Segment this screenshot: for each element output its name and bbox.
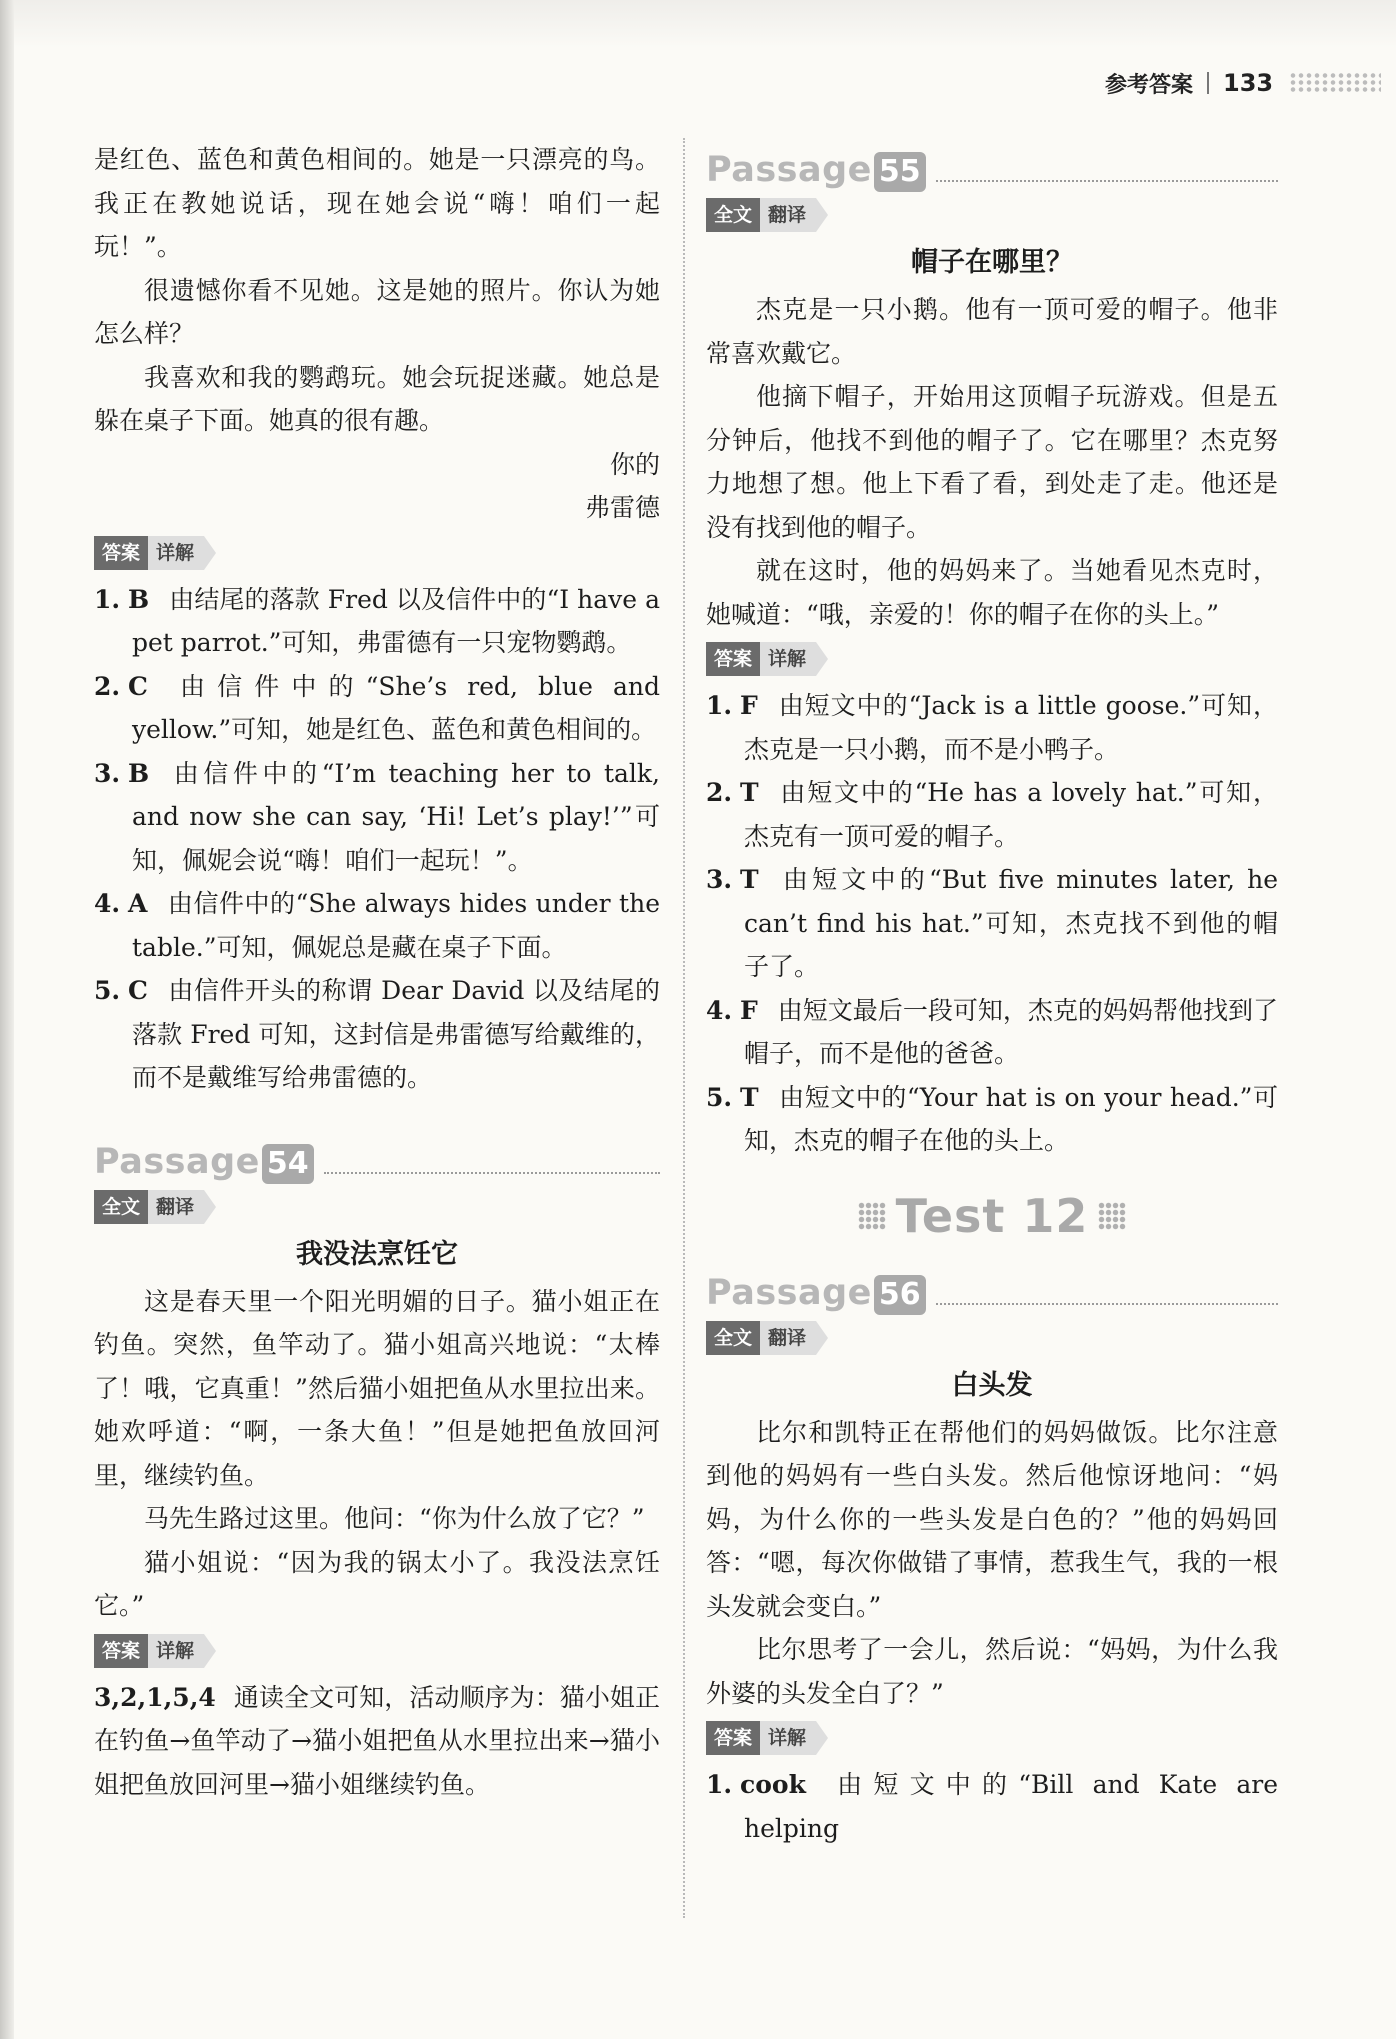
answer-text: 由信件中的“I’m teaching her to talk, and now she can say, ‘Hi! Let’s play!’”可知，佩妮会说“嗨！咱们一起玩！”。 xyxy=(132,758,660,875)
test-heading xyxy=(706,1179,1278,1253)
answer-text: 由短文最后一段可知，杰克的妈妈帮他找到了帽子，而不是他的爸爸。 xyxy=(744,995,1278,1068)
passage-dotted-rule xyxy=(936,180,1278,182)
answer-key: T xyxy=(740,1082,759,1112)
letter-closing: 你的 xyxy=(609,449,660,479)
tag-part1: 答案 xyxy=(94,1634,148,1668)
answer-key: C xyxy=(128,976,148,1005)
answer-key: T xyxy=(740,778,759,807)
page-number: 133 xyxy=(1223,69,1274,97)
answer-number: 3. xyxy=(94,758,121,788)
answer-item xyxy=(706,1076,1278,1163)
answer-text: 由信件中的“She’s red, blue and yellow.”可知，她是红色、蓝色和黄色相间的。 xyxy=(132,671,660,744)
answer-text: 由信件中的“She always hides under the table.”可知，佩妮总是藏在桌子下面。 xyxy=(132,889,660,962)
letter-paragraph: 是红色、蓝色和黄色相间的。她是一只漂亮的鸟。我正在教她说话，现在她会说“嗨！咱们一起玩！”。 xyxy=(94,145,660,261)
answer-number: 3. xyxy=(706,865,733,894)
answer-text: 由信件开头的称谓 Dear David 以及结尾的落款 Fred 可知，这封信是弗雷德写给戴维的，而不是戴维写给弗雷德的。 xyxy=(132,976,660,1092)
answer-item xyxy=(94,882,660,969)
answer-text: 由短文中的“Your hat is on your head.”可知，杰克的帽子在他的头上。 xyxy=(744,1082,1278,1155)
tag-arrow-icon xyxy=(816,642,828,676)
answer-item xyxy=(94,578,660,665)
answer-item xyxy=(706,771,1278,858)
header-title: 参考答案 xyxy=(1105,72,1194,98)
tag-part2: 翻译 xyxy=(760,1321,816,1355)
passage-paragraph: 杰克是一只小鹅。他有一顶可爱的帽子。他非常喜欢戴它。 xyxy=(706,295,1278,368)
passage-title: 帽子在哪里？ xyxy=(911,247,1073,278)
passage-paragraph: 就在这时，他的妈妈来了。当她看见杰克时，她喊道：“哦，亲爱的！你的帽子在你的头上。” xyxy=(706,556,1278,629)
tag-part2: 翻译 xyxy=(148,1190,204,1224)
answer-key: T xyxy=(740,865,759,894)
answer-key: cook xyxy=(740,1770,806,1799)
answer-text: 由短文中的“But five minutes later, he can’t find his hat.”可知，杰克找不到他的帽子了。 xyxy=(744,865,1278,981)
answer-key: B xyxy=(128,584,150,614)
passage-55-heading xyxy=(706,134,1278,192)
passage-paragraph: 比尔和凯特正在帮他们的妈妈做饭。比尔注意到他的妈妈有一些白头发。然后他惊讶地问：“妈妈，为什么你的一些头发是白色的？”他的妈妈回答：“嗯，每次你做错了事情，惹我生气，我的一根头发就会变白。” xyxy=(706,1417,1278,1621)
answer-item xyxy=(94,1676,660,1807)
answer-explanation-tag xyxy=(94,1634,660,1668)
book-spine-shadow xyxy=(0,0,14,2039)
tag-part2: 详解 xyxy=(148,1634,204,1668)
passage-paragraph: 这是春天里一个阳光明媚的日子。猫小姐正在钓鱼。突然，鱼竿动了。猫小姐高兴地说：“太棒了！哦，它真重！”然后猫小姐把鱼从水里拉出来。她欢呼道：“啊，一条大鱼！”但是她把鱼放回河里，继续钓鱼。 xyxy=(94,1286,660,1490)
answer-key: B xyxy=(128,758,150,788)
tag-part1: 答案 xyxy=(94,536,148,570)
tag-arrow-icon xyxy=(816,1721,828,1755)
answer-number: 2. xyxy=(94,671,121,701)
translation-tag xyxy=(706,1321,1278,1355)
passage-label: Passage xyxy=(94,1141,260,1182)
answer-number: 4. xyxy=(706,995,733,1025)
translation-tag xyxy=(706,198,1278,232)
passage-paragraph: 猫小姐说：“因为我的锅太小了。我没法烹饪它。” xyxy=(94,1547,660,1620)
answer-item xyxy=(706,684,1278,771)
left-column xyxy=(94,138,660,1806)
tag-arrow-icon xyxy=(204,536,216,570)
answer-number: 1. xyxy=(706,1770,733,1799)
passage-title: 白头发 xyxy=(951,1369,1033,1401)
answer-key: F xyxy=(740,691,758,720)
passage-paragraph: 他摘下帽子，开始用这顶帽子玩游戏。但是五分钟后，他找不到他的帽子了。它在哪里？杰克努力地想了想。他上下看了看，到处走了走。他还是没有找到他的帽子。 xyxy=(706,382,1278,542)
tag-part1: 答案 xyxy=(706,1721,760,1755)
answer-text: 由短文中的“Bill and Kate are helping xyxy=(744,1770,1278,1843)
passage-54-heading xyxy=(94,1126,660,1184)
passage-title: 我没法烹饪它 xyxy=(296,1238,458,1270)
test-dots-right-decoration xyxy=(1098,1202,1126,1230)
passage-label: Passage xyxy=(706,1272,872,1313)
answer-item xyxy=(706,1763,1278,1850)
test-dots-left-decoration xyxy=(858,1202,886,1230)
answer-key: C xyxy=(128,671,148,701)
answer-number: 4. xyxy=(94,889,121,918)
passage-56-heading xyxy=(706,1257,1278,1315)
answer-number: 2. xyxy=(706,778,733,807)
letter-signature: 弗雷德 xyxy=(584,493,660,522)
test-title: Test 12 xyxy=(895,1188,1089,1243)
page-header xyxy=(1105,66,1381,100)
passage-number: 55 xyxy=(874,152,926,192)
answer-key: F xyxy=(740,995,758,1025)
answer-text: 由短文中的“He has a lovely hat.”可知，杰克有一顶可爱的帽子。 xyxy=(744,778,1278,851)
tag-part2: 详解 xyxy=(760,1721,816,1755)
tag-part1: 全文 xyxy=(94,1190,148,1224)
answer-text: 由短文中的“Jack is a little goose.”可知，杰克是一只小鹅，而不是小鸭子。 xyxy=(744,691,1278,764)
answer-item xyxy=(94,969,660,1100)
passage-number: 54 xyxy=(262,1144,314,1184)
answer-item xyxy=(706,989,1278,1076)
passage-paragraph: 比尔思考了一会儿，然后说：“妈妈，为什么我外婆的头发全白了？” xyxy=(706,1635,1278,1708)
answer-number: 1. xyxy=(706,691,733,720)
tag-part1: 全文 xyxy=(706,1321,760,1355)
tag-part1: 全文 xyxy=(706,198,760,232)
page-top-shadow xyxy=(14,0,1396,48)
answer-number: 5. xyxy=(706,1082,733,1112)
passage-label: Passage xyxy=(706,150,872,190)
answer-number: 5. xyxy=(94,976,121,1005)
passage-number: 56 xyxy=(874,1275,926,1315)
answer-explanation-tag xyxy=(94,536,660,570)
tag-part2: 翻译 xyxy=(760,198,816,232)
answer-text: 通读全文可知，活动顺序为：猫小姐正在钓鱼→鱼竿动了→猫小姐把鱼从水里拉出来→猫小姐把鱼放回河里→猫小姐继续钓鱼。 xyxy=(94,1682,660,1799)
answer-item xyxy=(706,858,1278,989)
tag-part1: 答案 xyxy=(706,642,760,676)
answer-item xyxy=(94,752,660,883)
answer-key: A xyxy=(128,889,148,918)
letter-paragraph: 我喜欢和我的鹦鹉玩。她会玩捉迷藏。她总是躲在桌子下面。她真的很有趣。 xyxy=(94,362,660,435)
header-separator xyxy=(1207,72,1209,94)
answer-explanation-tag xyxy=(706,642,1278,676)
translation-tag xyxy=(94,1190,660,1224)
answer-explanation-tag xyxy=(706,1721,1278,1755)
tag-arrow-icon xyxy=(204,1190,216,1224)
tag-part2: 详解 xyxy=(760,642,816,676)
answer-number: 1. xyxy=(94,584,121,614)
tag-arrow-icon xyxy=(204,1634,216,1668)
right-column xyxy=(706,138,1278,1850)
answer-key: 3,2,1,5,4 xyxy=(94,1682,216,1712)
tag-arrow-icon xyxy=(816,1321,828,1355)
passage-dotted-rule xyxy=(324,1172,660,1174)
tag-part2: 详解 xyxy=(148,536,204,570)
answer-item xyxy=(94,665,660,752)
answer-text: 由结尾的落款 Fred 以及信件中的“I have a pet parrot.”可知，弗雷德有一只宠物鹦鹉。 xyxy=(132,584,660,657)
tag-arrow-icon xyxy=(816,198,828,232)
letter-paragraph: 很遗憾你看不见她。这是她的照片。你认为她怎么样？ xyxy=(94,275,660,348)
passage-paragraph: 马先生路过这里。他问：“你为什么放了它？” xyxy=(144,1504,645,1533)
column-divider xyxy=(683,138,685,1918)
passage-dotted-rule xyxy=(936,1303,1278,1305)
header-dots-decoration xyxy=(1289,72,1381,94)
